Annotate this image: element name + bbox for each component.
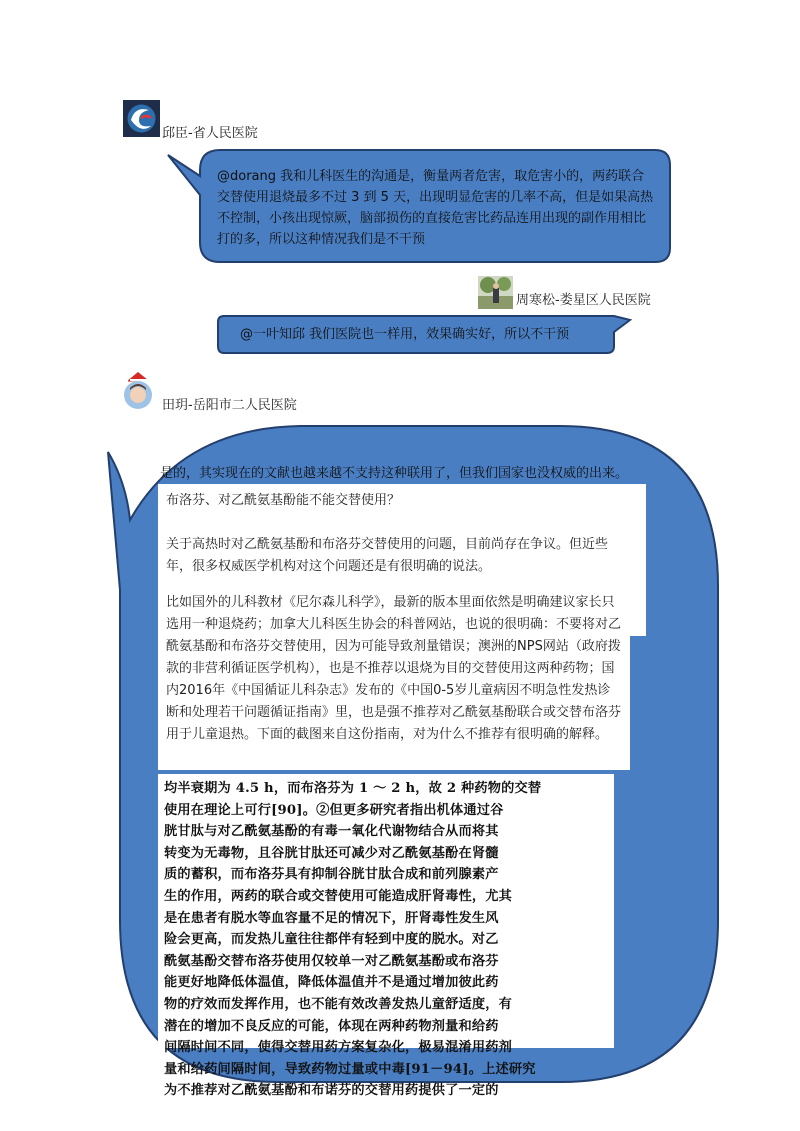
excerpt-line: 转变为无毒物，且谷胱甘肽还可减少对乙酰氨基酚在肾髓 — [164, 845, 499, 861]
excerpt-line: 物的疗效而发挥作用，也不能有效改善发热儿童舒适度，有 — [164, 996, 513, 1012]
excerpt-line: 质的蓄积，而布洛芬具有抑制谷胱甘肽合成和前列腺素产 — [164, 867, 499, 883]
avatar-swirl-icon — [123, 100, 160, 137]
author-name[interactable]: 田玥-岳阳市二人民医院 — [162, 398, 297, 413]
avatar[interactable] — [478, 276, 513, 309]
excerpt-line: 间隔时间不同，使得交替用药方案复杂化，极易混淆用药剂 — [164, 1040, 513, 1056]
article-title: 布洛芬、对乙酰氨基酚能不能交替使用？ — [166, 493, 401, 508]
excerpt-line: 酰氨基酚交替布洛芬使用仅较单一对乙酰氨基酚或布洛芬 — [164, 953, 499, 969]
post-text: 是的，其实现在的文献也越来越不支持这种联用了，但我们国家也没权威的出来。 — [160, 466, 629, 481]
excerpt-line: 是在患者有脱水等血容量不足的情况下，肝肾毒性发生风 — [164, 910, 499, 926]
excerpt-line: 险会更高，而发热儿童往往都伴有轻到中度的脱水。对乙 — [164, 932, 499, 948]
post-text: @dorang 我和儿科医生的沟通是，衡量两者危害，取危害小的，两药联合交替使用退烧最多不过 3 到 5 天，出现明显危害的几率不高，但是如果高热不控制，小孩出现惊厥，脑部损伤的直接危害比药品连用出现的副作用相比打的多，所以这种情况我们是不干预 — [217, 169, 654, 247]
author-name[interactable]: 邱臣-省人民医院 — [162, 126, 258, 141]
avatar-santa-icon — [120, 370, 157, 410]
post-text: @一叶知邱 我们医院也一样用，效果确实好，所以不干预 — [240, 327, 570, 342]
avatar-photo-icon — [478, 276, 513, 309]
excerpt-line: 胱甘肽与对乙酰氨基酚的有毒一氧化代谢物结合从而将其 — [164, 824, 499, 840]
excerpt-line: 使用在理论上可行[90]。②但更多研究者指出机体通过谷 — [164, 802, 504, 818]
embedded-article-screenshot-body — [158, 520, 630, 770]
guideline-excerpt-screenshot — [158, 774, 614, 1099]
excerpt-line: 潜在的增加不良反应的可能，体现在两种药物剂量和给药 — [164, 1018, 499, 1034]
avatar[interactable] — [123, 100, 160, 137]
excerpt-line: 量和给药间隔时间，导致药物过量或中毒[91－94]。上述研究 — [164, 1061, 536, 1077]
avatar[interactable] — [120, 370, 157, 410]
article-paragraph: 关于高热时对乙酰氨基酚和布洛芬交替使用的问题，目前尚存在争议。但近些年，很多权威医学机构对这个问题还是有很明确的说法。 — [166, 537, 609, 574]
excerpt-line: 生的作用，两药的联合或交替使用可能造成肝肾毒性，尤其 — [164, 888, 513, 904]
author-name[interactable]: 周寒松-娄星区人民医院 — [516, 293, 651, 308]
excerpt-line: 均半衰期为 4.5 h，而布洛芬为 1 ～ 2 h，故 2 种药物的交替 — [164, 781, 542, 796]
excerpt-line: 为不推荐对乙酰氨基酚和布诺芬的交替用药提供了一定的 — [164, 1083, 499, 1099]
article-paragraph: 比如国外的儿科教材《尼尔森儿科学》，最新的版本里面依然是明确建议家长只选用一种退烧药；加拿大儿科医生协会的科普网站，也说的很明确：不要将对乙酰氨基酚和布洛芬交替使用，因为可能导致剂量错误；澳洲的NPS网站（政府拨款的非营利循证医学机构），也是不推荐以退烧为目的交替使用这两种药物；国内2016年《中国循证儿科杂志》发布的《中国0-5岁儿童病因不明急性发热诊断和处理若干问题循证指南》里，也是强不推荐对乙酰氨基酚联合或交替布洛芬用于儿童退热。下面的截图来自这份指南，对为什么不推荐有很明确的解释。 — [166, 595, 622, 742]
excerpt-line: 能更好地降低体温值，降低体温值并不是通过增加彼此药 — [164, 975, 499, 991]
